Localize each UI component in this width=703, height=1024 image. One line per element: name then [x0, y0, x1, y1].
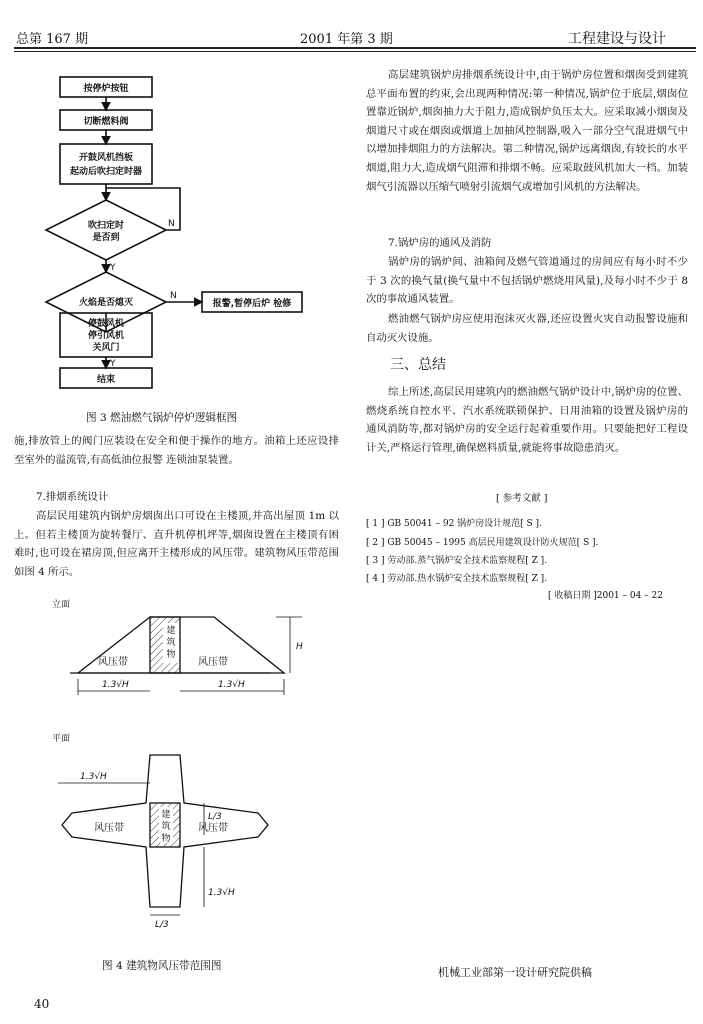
- header-date: 2001 年第 3 期: [300, 32, 393, 47]
- flow-alarm-label: 报警,暂停后炉 检修: [212, 299, 292, 309]
- plan-dim-top: 1.3√H: [80, 772, 107, 782]
- figure4-wind-zone: [40, 595, 310, 945]
- flow-box-4-line2: 停引风机: [87, 331, 125, 341]
- reference-1: [ 1 ] GB 50041 – 92 锅炉房设计规范[ S ].: [366, 519, 542, 529]
- flow-no-1: N: [168, 219, 175, 229]
- flow-decision-1-line2: 是否到: [92, 233, 120, 243]
- right-paragraph-3: 燃油燃气锅炉房应使用泡沫灭火器,还应设置火灾自动报警设施和自动灭火设施。: [366, 313, 688, 344]
- flow-box-2-label: 切断燃料阀: [83, 117, 129, 127]
- elev-building-3: 物: [166, 650, 176, 660]
- header-rule-top: [14, 47, 696, 49]
- left-paragraph-1: 施,排放管上的阀门应装设在安全和便于操作的地方。油箱上还应设排至室外的溢流管,有高低油位报警 连锁油泵装置。: [14, 435, 339, 466]
- figure3-flowchart: [40, 62, 320, 392]
- left-paragraph-2: 高层民用建筑内锅炉房烟囱出口可设在主楼顶,并高出屋顶 1m 以上。但若主楼顶为旋转餐厅、直升机停机坪等,烟囱设置在主楼顶有困难时,也可设在裙房顶,但应离开主楼形成的风压带。建筑物风压带范围如图 4 所示。: [14, 510, 339, 578]
- plan-building-1: 建: [161, 810, 171, 820]
- received-date: [ 收稿日期 ]2001 – 04 – 22: [548, 591, 663, 601]
- elev-wind-zone-left: 风压带: [98, 657, 128, 668]
- plan-dim-l3-bottom: L/3: [155, 920, 169, 930]
- flow-yes-2: Y: [110, 359, 116, 369]
- plan-dim-l3-side: L/3: [208, 812, 222, 822]
- plan-building-2: 筑: [161, 822, 171, 832]
- right-paragraph-4: 综上所述,高层民用建筑内的燃油燃气锅炉设计中,锅炉房的位置、燃烧系统自控水平、汽水系统联锁保护、日用油箱的设置及锅炉房的通风消防等,都对锅炉房的安全运行起着重要作用。只要能把好工程设计关,严格运行管理,确保燃料质量,就能将事故隐患消灭。: [366, 386, 688, 454]
- figure3-caption: 图 3 燃油燃气锅炉停炉逻辑框图: [86, 412, 238, 424]
- flow-box-3-line2: 起动后吹扫定时器: [69, 167, 143, 177]
- plan-label: 平面: [52, 734, 71, 744]
- provided-by: 机械工业部第一设计研究院供稿: [438, 966, 592, 979]
- header-journal: 工程建设与设计: [568, 31, 666, 47]
- flow-end-label: 结束: [96, 375, 116, 385]
- header-rule-bottom: [14, 51, 696, 52]
- elev-building-1: 建: [166, 626, 176, 636]
- reference-3: [ 3 ] 劳动部.蒸气锅炉安全技术监察规程[ Z ].: [366, 556, 548, 566]
- right-paragraph-1: 高层建筑锅炉房排烟系统设计中,由于锅炉房位置和烟囱受到建筑总平面布置的约束,会出现两种情况:第一种情况,锅炉位于底层,烟囱位置靠近锅炉,烟囱抽力大于阻力,造成锅炉负压太大。应采取减小烟囱及烟道尺寸或在烟囱或烟道上加抽风控制器,吸入一部分空气混进烟气中以增加排烟阻力的方法解决。第二种情况,锅炉远离烟囱,有较长的水平烟道,阻力大,造成烟气阻滞和排烟不畅。应采取鼓风机加大一档。加装烟气引流器以压缩气喷射引流烟气或增加引风机的方法解决。: [366, 69, 688, 193]
- figure4-caption: 图 4 建筑物风压带范围图: [102, 960, 222, 972]
- flow-box-4-line1: 停鼓风机: [87, 319, 125, 329]
- elevation-label: 立面: [52, 600, 71, 610]
- plan-wind-zone-right: 风压带: [198, 823, 228, 834]
- elev-dim-left: 1.3√H: [102, 680, 129, 690]
- right-section-7-heading: 7.锅炉房的通风及消防: [388, 237, 492, 249]
- header-issue: 总第 167 期: [16, 32, 89, 47]
- conclusion-heading: 三、总结: [390, 357, 446, 373]
- right-paragraph-2: 锅炉房的锅炉间、油箱间及燃气管道通过的房间应有每小时不少于 3 次的换气量(换气量中不包括锅炉燃烧用风量),及每小时不少于 8 次的事故通风装置。: [366, 256, 688, 306]
- flow-box-4-line3: 关风门: [92, 343, 120, 353]
- elev-dim-h: H: [296, 642, 303, 652]
- left-section-7-heading: 7.排烟系统设计: [36, 491, 109, 503]
- flow-box-3-line1: 开鼓风机挡板: [78, 153, 134, 163]
- plan-wind-zone-left: 风压带: [94, 823, 124, 834]
- elev-dim-right: 1.3√H: [218, 680, 245, 690]
- plan-building-3: 物: [161, 834, 171, 844]
- flow-no-2: N: [170, 291, 177, 301]
- elev-wind-zone-right: 风压带: [198, 657, 228, 668]
- flow-decision-1-line1: 吹扫定时: [87, 221, 125, 231]
- reference-2: [ 2 ] GB 50045 – 1995 高层民用建筑设计防火规范[ S ].: [366, 538, 599, 548]
- page-number: 40: [34, 997, 50, 1011]
- flow-decision-2-label: 火焰是否熄灭: [78, 298, 134, 308]
- plan-dim-side: 1.3√H: [208, 888, 235, 898]
- flow-yes-1: Y: [110, 263, 116, 273]
- flow-box-1-label: 按停炉按钮: [83, 84, 129, 94]
- references-title: [ 参考文献 ]: [496, 493, 548, 504]
- reference-4: [ 4 ] 劳动部.热水锅炉安全技术监察规程[ Z ].: [366, 574, 548, 584]
- elev-building-2: 筑: [166, 638, 176, 648]
